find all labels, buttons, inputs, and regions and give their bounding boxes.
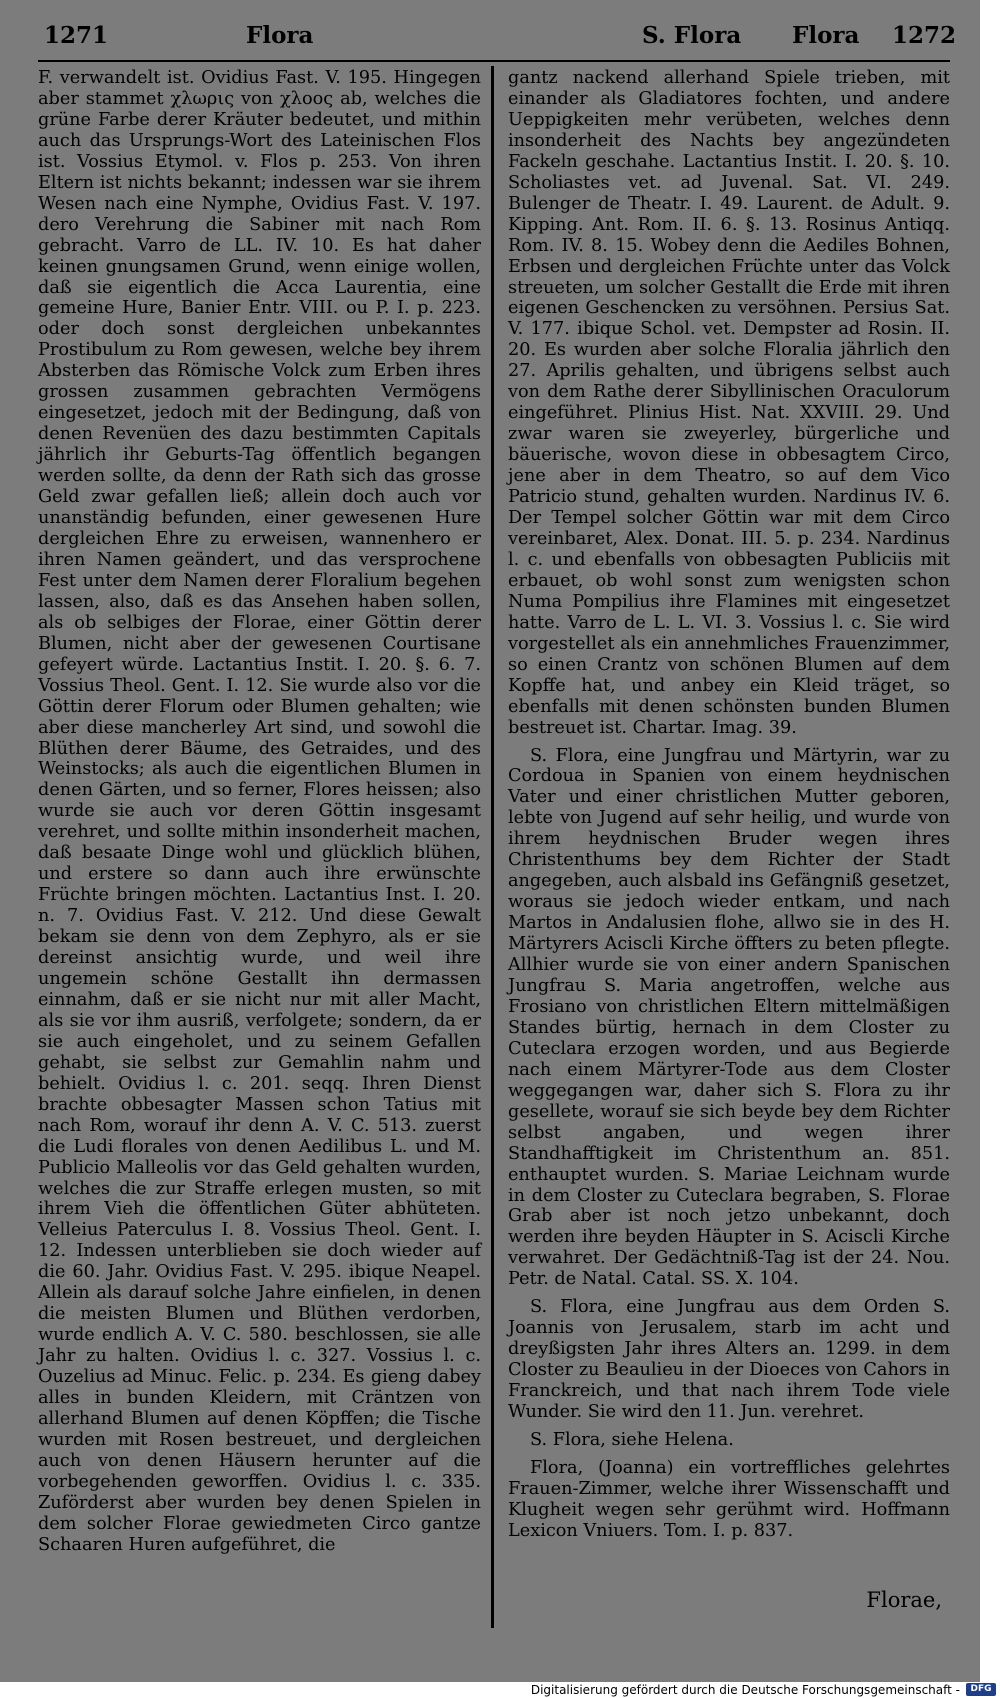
- right-page-number: 1272: [892, 22, 957, 49]
- flora-entry-end: gantz nackend allerhand Spiele trieben, mit einander als Gladiatores fochten, und andere Ueppigkeiten mehr verübeten, welches denn insonderheit des Nachts bey angezündeten Fackeln geschahe. Lactantius Instit. I. 20. §. 10. Scholiastes vet. ad Juvenal. Sat. VI. 249. Bulenger de Theatr. I. 49. Laurent. de Adult. 9. Kipping. Ant. Rom. II. 6. §. 13. Rosinus Antiqq. Rom. IV. 8. 15. Wobey denn die Aediles Bohnen, Erbsen und dergleichen Früchte unter das Volck streueten, um solcher Gestallt die Erde mit ihren eigenen Geschencken zu versöhnen. Persius Sat. V. 177. ibique Schol. vet. Dempster ad Rosin. II. 20. Es wurden aber solche Floralia jährlich den 27. Aprilis gehalten, und übrigens selbst auch von dem Rathe derer Sibyllinischen Oraculorum eingeführet. Plinius Hist. Nat. XXVIII. 29. Und zwar waren sie zweyerley, bürgerliche und bäuerische, wovon diese in obbesagtem Circo, jene aber in dem Theatro, so auf dem Vico Patricio stund, gehalten wurden. Nardinus IV. 6. Der Tempel solcher Göttin war mit dem Circo vereinbaret, Alex. Donat. III. 5. p. 234. Nardinus l. c. und ebenfalls von obbesagten Publiciis mit erbauet, ob wohl sonst zum wenigsten schon Numa Pompilius ihre Flamines mit eingesetzet hatte. Varro de L. L. VI. 3. Vossius l. c. Sie wird vorgestellet als ein annehmliches Frauenzimmer, so einen Crantz von schönen Blumen auf dem Kopffe hat, und anbey ein Kleid träget, so ebenfalls mit denen schönsten bunden Blumen bestreuet ist. Chartar. Imag. 39.: [508, 68, 950, 738]
- flora-entry-continuation: F. verwandelt ist. Ovidius Fast. V. 195. Hingegen aber stammet χλωρις von χλοος ab, welches die grüne Farbe derer Kräuter bedeutet, und mithin auch das Ursprungs-Wort des Lateinischen Flos ist. Vossius Etymol. v. Flos p. 253. Von ihren Eltern ist nichts bekannt; indessen war sie ihrem Wesen nach eine Nymphe, Ovidius Fast. V. 197. dero Verehrung die Sabiner mit nach Rom gebracht. Varro de LL. IV. 10. Es hat daher keinen gnungsamen Grund, wenn einige wollen, daß sie eigentlich die Acca Laurentia, eine gemeine Hure, Banier Entr. VIII. ou P. I. p. 223. oder doch sonst dergleichen unbekanntes Prostibulum zu Rom gewesen, welche bey ihrem Absterben das Römische Volck zum Erben ihres grossen zusammen gebrachten Vermögens eingesetzet, jedoch mit der Bedingung, daß von denen Revenüen des dazu bestimmten Capitals jährlich ihr Geburts-Tag öffentlich begangen werden sollte, da denn der Rath sich das grosse Geld zwar gefallen ließ; allein doch auch vor unanständig befunden, einer gewesenen Hure dergleichen Ehre zu erweisen, wannenhero er ihren Namen geändert, und das versprochene Fest unter dem Namen derer Floralium begehen lassen, also, daß es das Ansehen haben sollen, als ob selbiges der Florae, einer Göttin derer Blumen, nicht aber der gewesenen Courtisane gefeyert würde. Lactantius Instit. I. 20. §. 6. 7. Vossius Theol. Gent. I. 12. Sie wurde also vor die Göttin derer Florum oder Blumen gehalten; wie aber diese mancherley Art sind, und sowohl die Blüthen derer Bäume, des Getraides, und des Weinstocks; als auch die eigentlichen Blumen in denen Gärten, und so ferner, Flores heissen; also wurde sie auch vor deren Göttin insgesamt verehret, und sollte mithin insonderheit machen, daß besaate Dinge wohl und glücklich blühen, und erstere so dann auch ihre erwünschte Früchte bringen möchten. Lactantius Inst. I. 20. n. 7. Ovidius Fast. V. 212. Und diese Gewalt bekam sie denn von dem Zephyro, als er sie dereinst ansichtig wurde, und weil ihre ungemein schöne Gestallt ihn dermassen einnahm, daß er sie nicht nur mit aller Macht, als sie vor ihm ausriß, verfolgete; sondern, da er sie auch eingeholet, und zu seinem Gefallen gehabt, sie selbst zur Gemahlin nahm und behielt. Ovidius l. c. 201. seqq. Ihren Dienst brachte obbesagter Massen schon Tatius mit nach Rom, worauf ihr denn A. V. C. 513. zuerst die Ludi florales von denen Aedilibus L. und M. Publicio Malleolis vor das Geld gehalten wurden, welches die zur Straffe erlegen musten, so mit ihrem Vieh die öffentlichen Güter abhüteten. Velleius Paterculus I. 8. Vossius Theol. Gent. I. 12. Indessen unterblieben sie doch wieder auf die 60. Jahr. Ovidius Fast. V. 295. ibique Neapel. Allein als darauf solche Jahre einfielen, in denen die meisten Blumen und Blüthen verdorben, wurde endlich A. V. C. 580. beschlossen, sie alle Jahr zu halten. Ovidius l. c. 327. Vossius l. c. Ouzelius ad Minuc. Felic. p. 234. Es gieng dabey alles in bunden Kleidern, mit Cräntzen von allerhand Blumen auf denen Köpffen; die Tische wurden mit Rosen bestreuet, und dergleichen auch von denen Häusern herunter auf die vorbegehenden geworffen. Ovidius l. c. 335. Zuförderst aber wurden bey denen Spielen in dem solcher Florae gewiedmeten Circo gantze Schaaren Huren aufgeführet, die: [38, 68, 481, 1555]
- catchword: Florae,: [866, 1588, 942, 1612]
- center-running-title: S. Flora: [642, 22, 742, 49]
- entry-s-flora-beaulieu: S. Flora, eine Jungfrau aus dem Orden S. Joannis von Jerusalem, starb im acht und dreyßigsten Jahr ihres Alters an. 1299. in dem Closter zu Beaulieu in der Dioeces von Cahors in Franckreich, und that nach ihrem Tode viele Wunder. Sie wird den 11. Jun. verehret.: [508, 1297, 950, 1423]
- footer: [0, 1682, 1000, 1698]
- entry-flora-joanna: Flora, (Joanna) ein vortreffliches gelehrtes Frauen-Zimmer, welche ihrer Wissenschafft und Klugheit wegen sehr gerühmt wird. Hoffmann Lexicon Vniuers. Tom. I. p. 837.: [508, 1457, 950, 1541]
- left-column: [38, 68, 481, 1556]
- left-running-title: Flora: [246, 22, 314, 49]
- header-rule: [38, 60, 950, 62]
- entry-s-flora-helena: S. Flora, siehe Helena.: [530, 1430, 734, 1450]
- left-page-number: 1271: [44, 22, 109, 49]
- dfg-logo: DFG: [966, 1683, 996, 1696]
- right-running-title: Flora: [792, 22, 860, 49]
- footer-credit: Digitalisierung gefördert durch die Deutsche Forschungsgemeinschaft -: [530, 1683, 960, 1697]
- column-divider: [491, 66, 494, 1628]
- entry-s-flora-cordoua: S. Flora, eine Jungfrau und Märtyrin, war zu Cordoua in Spanien von einem heydnischen Vater und einer christlichen Mutter geboren, lebte von Jugend auf sehr heilig, und wurde von ihrem heydnischen Bruder wegen ihres Christenthums bey dem Richter der Stadt angegeben, auch alsbald ins Gefängniß gesetzet, woraus sie jedoch wieder entkam, und nach Martos in Andalusien flohe, allwo sie in des H. Märtyrers Aciscli Kirche öffters zu beten pflegte. Allhier wurde sie von einer andern Spanischen Jungfrau S. Maria angetroffen, welche aus Frosiano von christlichen Eltern mittelmäßigen Standes bürtig, hernach in dem Closter zu Cuteclara erzogen worden, und aus Begierde nach einem Märtyrer-Tode aus dem Closter weggegangen war, daher sich S. Flora zu ihr gesellete, worauf sie sich beyde bey dem Richter selbst angaben, und wegen ihrer Standhafftigkeit im Christenthum an. 851. enthauptet wurden. S. Mariae Leichnam wurde in dem Closter zu Cuteclara begraben, S. Florae Grab aber ist noch jetzo unbekannt, doch werden ihre beyden Häupter in S. Aciscli Kirche verwahret. Der Gedächtniß-Tag ist der 24. Nou. Petr. de Natal. Catal. SS. X. 104.: [508, 745, 950, 1290]
- right-column: [508, 68, 950, 1542]
